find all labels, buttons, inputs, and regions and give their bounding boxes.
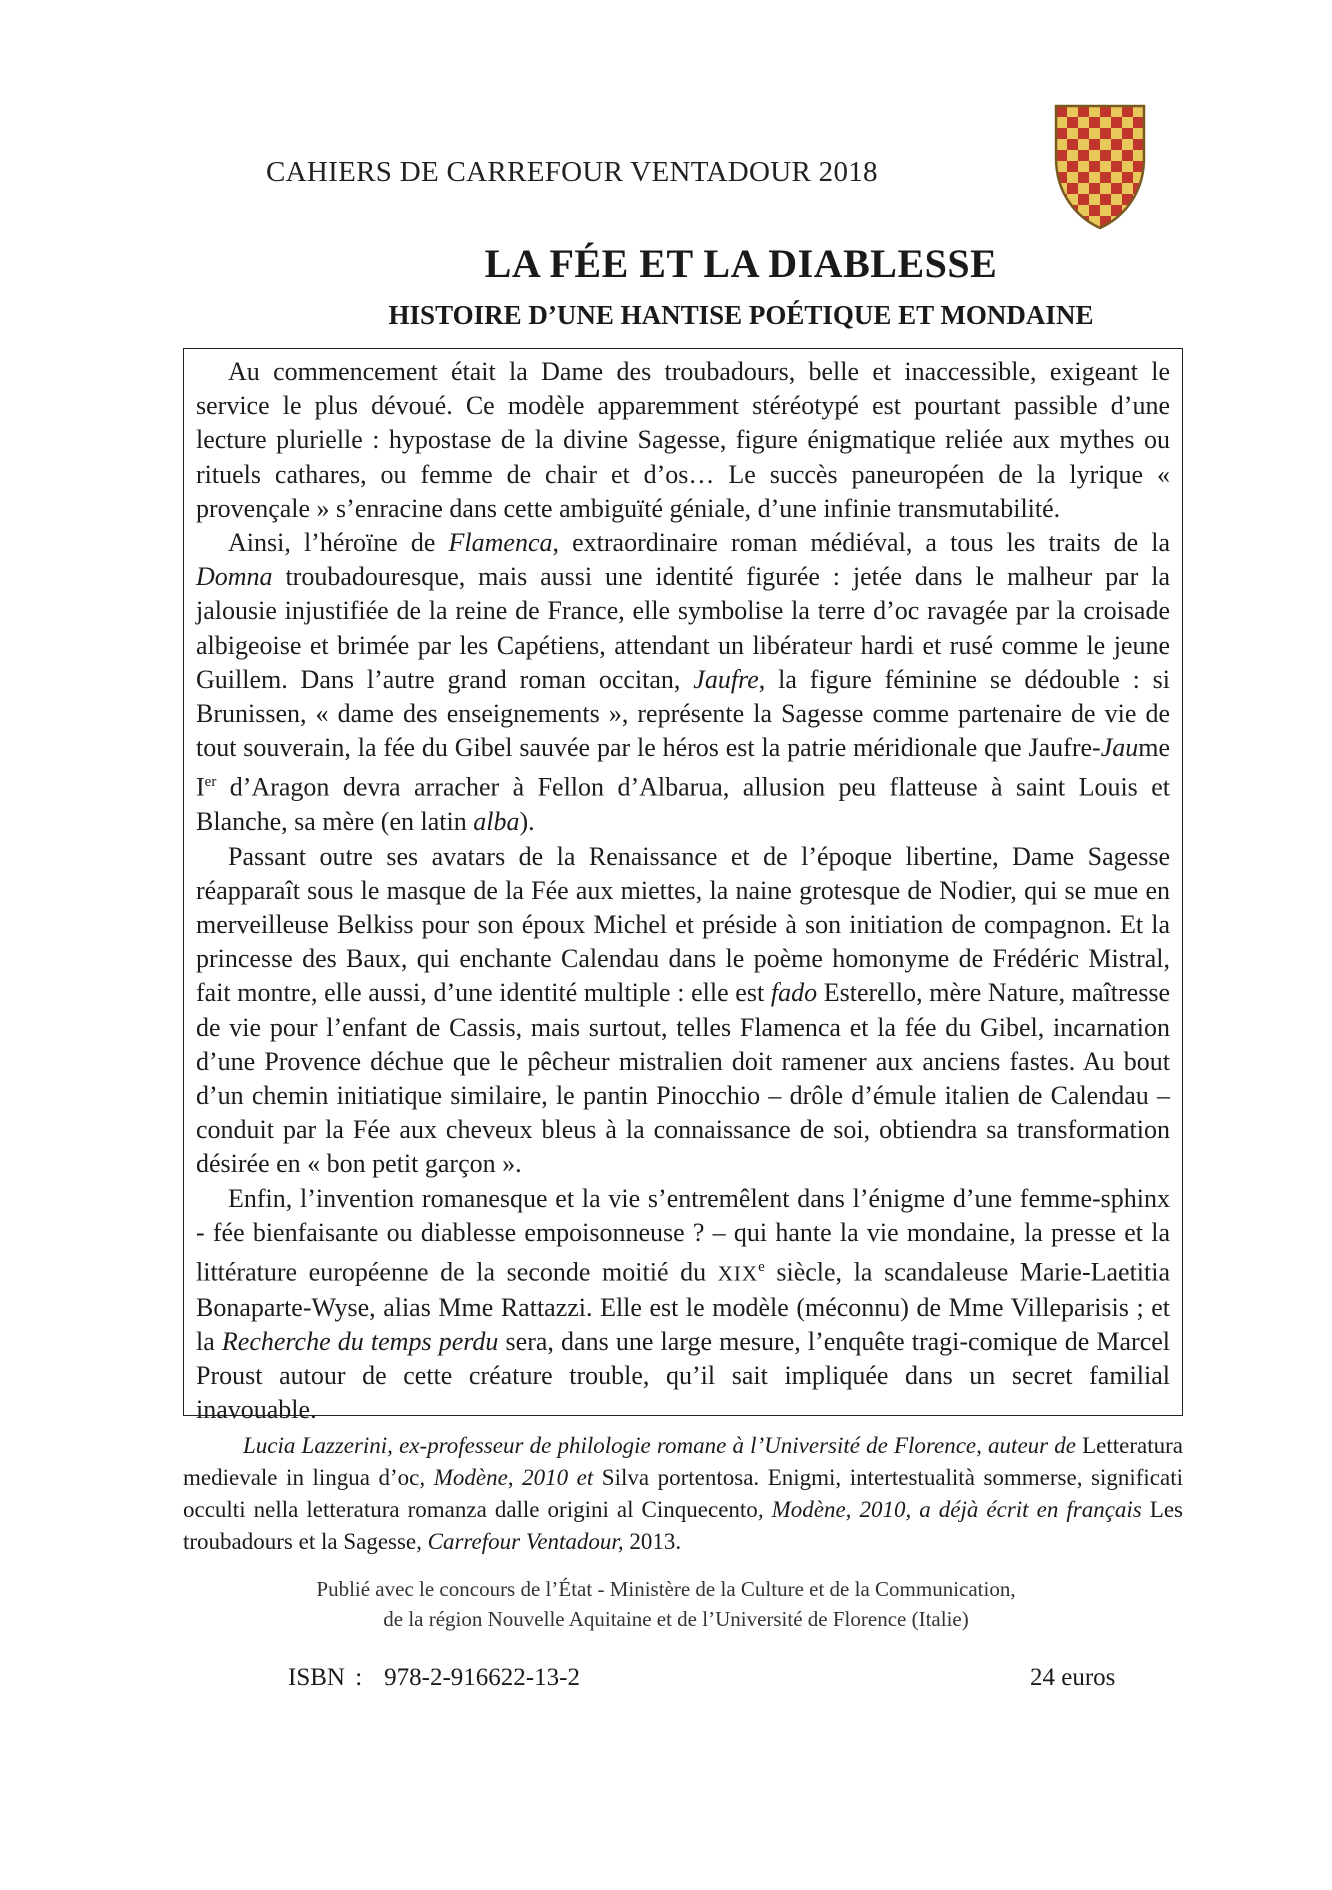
summary-paragraph-2: Ainsi, l’héroïne de Flamenca, extraordinaire roman médiéval, a tous les traits de la Domna troubadouresque, mais aussi une identité figurée : jetée dans le malheur par la jalousie injustifiée de la reine de France, elle symbolise la terre d’oc ravagée par la croisade albigeoise et brimée par les Capétiens, attendant un libérateur hardi et rusé comme le jeune Guillem. Dans l’autre grand roman occitan, Jaufre, la figure féminine se dédouble : si Brunissen, « dame des enseignements », représente la Sagesse comme partenaire de vie de tout souverain, la fée du Gibel sauvée par le héros est la patrie méridionale que Jaufre-Jaume Ier d’Aragon devra arracher à Fellon d’Albarua, allusion peu flatteuse à saint Louis et Blanche, sa mère (en latin alba).: [196, 528, 1171, 837]
summary-box: [183, 348, 1183, 1425]
publication-line-1: Publié avec le concours de l’État - Ministère de la Culture et de la Communication,: [316, 1577, 1016, 1601]
checkered-shield-icon: [1052, 100, 1148, 232]
summary-paragraph-3: Passant outre ses avatars de la Renaissance et de l’époque libertine, Dame Sagesse réapparaît sous le masque de la Fée aux miettes, la naine grotesque de Nodier, qui se mue en merveilleuse Belkiss pour son époux Michel et préside à son initiation de compagnon. Et la princesse des Baux, qui enchante Calendau dans le poème homonyme de Frédéric Mistral, fait montre, elle aussi, d’une identité multiple : elle est fado Esterello, mère Nature, maîtresse de vie pour l’enfant de Cassis, mais surtout, telles Flamenca et la fée du Gibel, incarnation d’une Provence déchue que le pêcheur mistralien doit ramener aux anciens fastes. Au bout d’un chemin initiatique similaire, le pantin Pinocchio – drôle d’émule italien de Calendau – conduit par la Fée aux cheveux bleus à la connaissance de soi, obtiendra sa transformation désirée en « bon petit garçon ».: [196, 841, 1170, 1179]
author-note: Lucia Lazzerini, ex-professeur de philologie romane à l’Université de Florence, auteur de Letteratura medievale in lingua d’oc, Modène, 2010 et Silva portentosa. Enigmi, intertestualità sommerse, significati occulti nella letteratura romanza dalle origini al Cinquecento, Modène, 2010, a déjà écrit en français Les troubadours et la Sagesse, Carrefour Ventadour, 2013.: [183, 1433, 1184, 1554]
publication-line-2: de la région Nouvelle Aquitaine et de l’Université de Florence (Italie): [383, 1607, 969, 1631]
page-title: LA FÉE ET LA DIABLESSE: [484, 241, 998, 286]
summary-paragraph-4: Enfin, l’invention romanesque et la vie s’entremêlent dans l’énigme d’une femme-sphinx - fée bienfaisante ou diablesse empoisonneuse ? – qui hante la vie mondaine, la presse et la littérature européenne de la seconde moitié du XIXe siècle, la scandaleuse Marie-Laetitia Bonaparte-Wyse, alias Mme Rattazzi. Elle est le modèle (méconnu) de Mme Villeparisis ; et la Recherche du temps perdu sera, dans une large mesure, l’enquête tragi-comique de Marcel Proust autour de cette créature trouble, qu’il sait impliquée dans un secret familial inavouable.: [196, 1183, 1171, 1425]
price: 24 euros: [1030, 1664, 1116, 1691]
isbn-value: 978-2-916622-13-2: [384, 1664, 580, 1691]
isbn: [288, 1664, 580, 1692]
page-subtitle: HISTOIRE D’UNE HANTISE POÉTIQUE ET MONDAINE: [388, 300, 1094, 330]
summary-paragraph-1: Au commencement était la Dame des troubadours, belle et inaccessible, exigeant le service le plus dévoué. Ce modèle apparemment stéréotypé est pourtant passible d’une lecture plurielle : hypostase de la divine Sagesse, figure énigmatique reliée aux mythes ou rituels cathares, ou femme de chair et d’os… Le succès paneuropéen de la lyrique « provençale » s’enracine dans cette ambiguïté géniale, d’une infinie transmutabilité.: [196, 357, 1170, 523]
publication-credits: [0, 1574, 1332, 1634]
series-title: CAHIERS DE CARREFOUR VENTADOUR 2018: [266, 156, 878, 188]
isbn-label: ISBN :: [288, 1664, 363, 1691]
